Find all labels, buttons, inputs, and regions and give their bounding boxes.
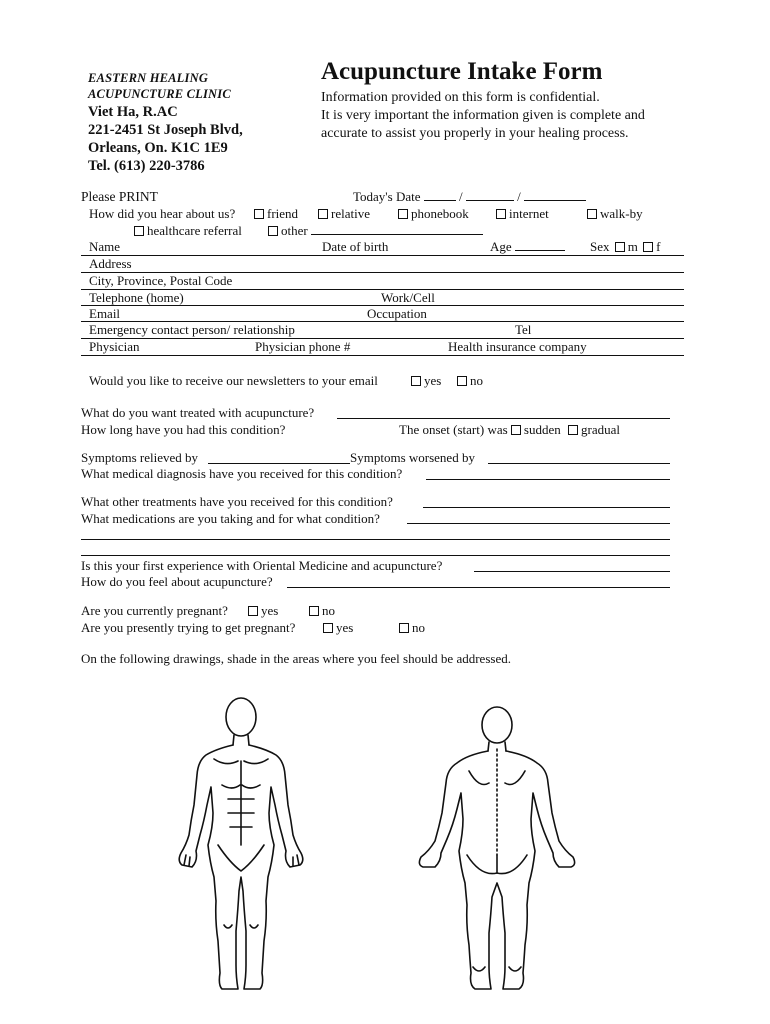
- trying-yes[interactable]: [323, 620, 353, 636]
- option-label: healthcare referral: [147, 223, 242, 238]
- medications-answer-line[interactable]: [407, 523, 670, 524]
- onset-sudden-checkbox[interactable]: [511, 425, 521, 435]
- trying-no[interactable]: [399, 620, 425, 636]
- date-day-field[interactable]: [424, 189, 456, 201]
- health-insurance-label: Health insurance company: [448, 339, 587, 354]
- option-friend[interactable]: [254, 206, 298, 222]
- checkbox[interactable]: [248, 606, 258, 616]
- intro-line-1: Information provided on this form is confidential.: [321, 90, 600, 105]
- pregnant-yes[interactable]: [248, 603, 278, 619]
- sex-f-label: f: [656, 239, 661, 254]
- checkbox[interactable]: [323, 623, 333, 633]
- physician-line[interactable]: [81, 355, 684, 356]
- option-label: internet: [509, 206, 549, 221]
- option-relative[interactable]: [318, 206, 370, 222]
- feel-answer-line[interactable]: [287, 587, 670, 588]
- address-label: Address: [89, 256, 132, 271]
- checkbox[interactable]: [254, 209, 264, 219]
- age-label: Age: [490, 239, 512, 254]
- sex-field: [590, 239, 660, 255]
- checkbox[interactable]: [134, 226, 144, 236]
- clinic-name-line2: ACUPUNCTURE CLINIC: [88, 87, 231, 101]
- checkbox[interactable]: [457, 376, 467, 386]
- body-front-figure[interactable]: [178, 695, 328, 995]
- todays-date-label: Today's Date: [353, 189, 421, 204]
- option-label: no: [470, 373, 483, 388]
- clinic-name-line1: EASTERN HEALING: [88, 71, 209, 85]
- checkbox[interactable]: [399, 623, 409, 633]
- pregnant-no[interactable]: [309, 603, 335, 619]
- option-label: no: [322, 603, 335, 618]
- first-experience-question: Is this your first experience with Oriental Medicine and acupuncture?: [81, 558, 443, 573]
- intro-line-3: accurate to assist you properly in your healing process.: [321, 126, 629, 141]
- intro-line-2: It is very important the information given is complete and: [321, 108, 645, 123]
- checkbox[interactable]: [496, 209, 506, 219]
- sex-label: Sex: [590, 239, 610, 254]
- option-label: friend: [267, 206, 299, 221]
- checkbox[interactable]: [318, 209, 328, 219]
- option-label: walk-by: [600, 206, 643, 221]
- option-label: phonebook: [411, 206, 469, 221]
- option-label: no: [412, 620, 425, 635]
- name-line[interactable]: [81, 255, 684, 256]
- worsened-answer-line[interactable]: [488, 463, 670, 464]
- onset-field: [399, 422, 620, 438]
- medications-extra-line-2[interactable]: [81, 555, 670, 556]
- other-treatments-question: What other treatments have you received for this condition?: [81, 494, 393, 509]
- option-other[interactable]: [268, 223, 483, 239]
- dob-label: Date of birth: [322, 239, 389, 254]
- how-long-question: How long have you had this condition?: [81, 422, 286, 437]
- sex-m-label: m: [627, 239, 638, 254]
- date-slash-1: /: [459, 189, 463, 204]
- option-label: yes: [261, 603, 279, 618]
- clinic-address-1: 221-2451 St Joseph Blvd,: [88, 122, 243, 138]
- other-treatments-answer-line[interactable]: [423, 507, 670, 508]
- date-year-field[interactable]: [524, 189, 586, 201]
- treat-answer-line[interactable]: [337, 418, 670, 419]
- option-label: yes: [424, 373, 442, 388]
- tel-label: Tel: [515, 322, 532, 337]
- option-walk-by[interactable]: [587, 206, 643, 222]
- occupation-label: Occupation: [367, 306, 427, 321]
- newsletter-no[interactable]: [457, 373, 483, 389]
- option-healthcare-referral[interactable]: [134, 223, 242, 239]
- option-label: relative: [331, 206, 370, 221]
- worsened-question: Symptoms worsened by: [350, 450, 475, 465]
- option-label: yes: [336, 620, 354, 635]
- date-slash-2: /: [517, 189, 521, 204]
- checkbox[interactable]: [587, 209, 597, 219]
- email-label: Email: [89, 306, 121, 321]
- diagnosis-question: What medical diagnosis have you received for this condition?: [81, 466, 403, 481]
- diagnosis-answer-line[interactable]: [426, 479, 670, 480]
- checkbox[interactable]: [411, 376, 421, 386]
- checkbox[interactable]: [309, 606, 319, 616]
- treat-question: What do you want treated with acupuncture?: [81, 405, 315, 420]
- hear-about-label: How did you hear about us?: [89, 206, 236, 221]
- age-field[interactable]: [490, 239, 565, 255]
- emergency-line[interactable]: [81, 338, 684, 339]
- option-phonebook[interactable]: [398, 206, 469, 222]
- sex-m-checkbox[interactable]: [615, 242, 625, 252]
- pregnant-question: Are you currently pregnant?: [81, 603, 228, 618]
- clinic-address-2: Orleans, On. K1C 1E9: [88, 140, 228, 156]
- sex-f-checkbox[interactable]: [643, 242, 653, 252]
- drawings-instruction: On the following drawings, shade in the areas where you feel should be addressed.: [81, 651, 511, 666]
- physician-phone-label: Physician phone #: [255, 339, 351, 354]
- date-month-field[interactable]: [466, 189, 514, 201]
- emergency-contact-label: Emergency contact person/ relationship: [89, 322, 295, 337]
- first-experience-answer-line[interactable]: [474, 571, 670, 572]
- medications-extra-line-1[interactable]: [81, 539, 670, 540]
- telephone-home-label: Telephone (home): [89, 290, 184, 305]
- gradual-label: gradual: [581, 422, 620, 437]
- city-label: City, Province, Postal Code: [89, 273, 233, 288]
- medications-question: What medications are you taking and for what condition?: [81, 511, 380, 526]
- todays-date[interactable]: [353, 189, 586, 205]
- newsletter-yes[interactable]: [411, 373, 441, 389]
- relieved-question: Symptoms relieved by: [81, 450, 198, 465]
- checkbox[interactable]: [268, 226, 278, 236]
- clinic-phone: Tel. (613) 220-3786: [88, 158, 205, 174]
- onset-label: The onset (start) was: [399, 422, 508, 437]
- physician-label: Physician: [89, 339, 140, 354]
- other-field[interactable]: [311, 223, 483, 235]
- please-print: Please PRINT: [81, 189, 158, 204]
- body-back-figure[interactable]: [415, 705, 580, 995]
- checkbox[interactable]: [398, 209, 408, 219]
- relieved-answer-line[interactable]: [208, 463, 350, 464]
- practitioner-name: Viet Ha, R.AC: [88, 104, 178, 120]
- age-input[interactable]: [515, 239, 565, 251]
- trying-pregnant-question: Are you presently trying to get pregnant?: [81, 620, 296, 635]
- work-cell-label: Work/Cell: [381, 290, 435, 305]
- newsletter-question: Would you like to receive our newsletters to your email: [89, 373, 378, 388]
- feel-question: How do you feel about acupuncture?: [81, 574, 273, 589]
- sudden-label: sudden: [523, 422, 561, 437]
- name-label: Name: [89, 239, 121, 254]
- option-internet[interactable]: [496, 206, 549, 222]
- option-label: other: [281, 223, 308, 238]
- form-title: Acupuncture Intake Form: [321, 58, 603, 85]
- onset-gradual-checkbox[interactable]: [568, 425, 578, 435]
